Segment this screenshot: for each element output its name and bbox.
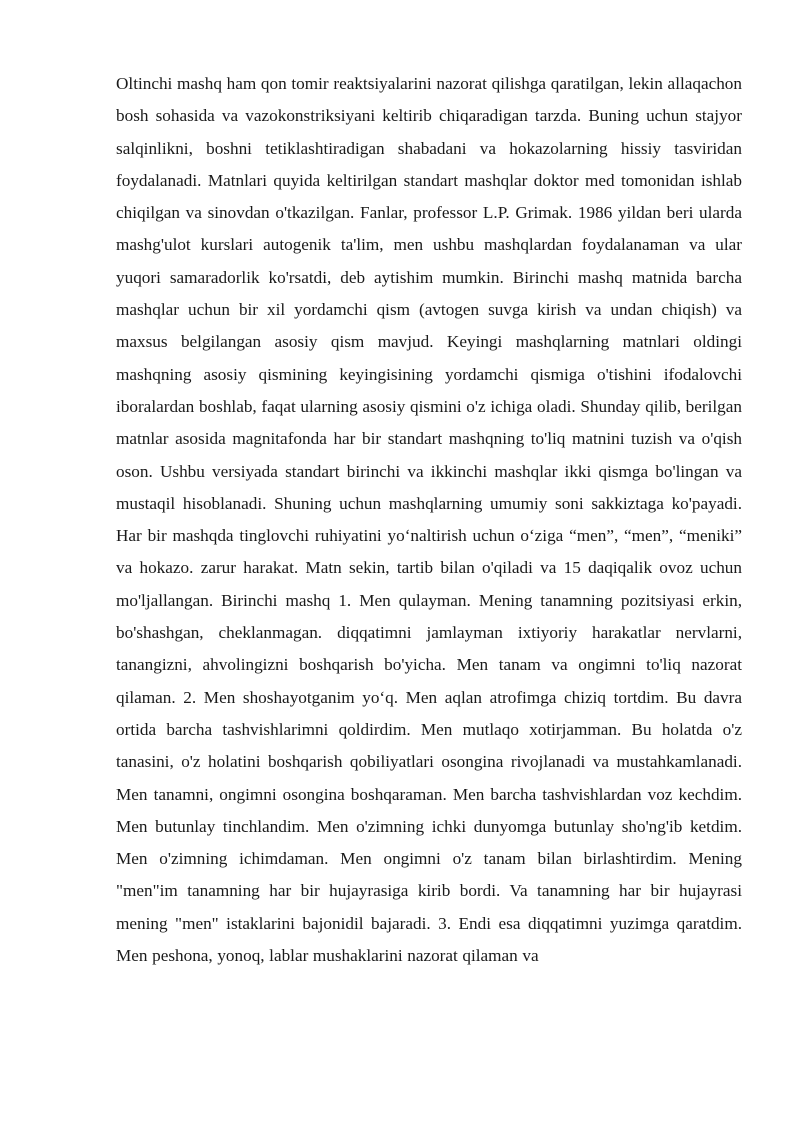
body-paragraph: Oltinchi mashq ham qon tomir reaktsiyalarini nazorat qilishga qaratilgan, lekin allaqachon bosh sohasida va vazokonstriksiyani keltirib chiqaradigan tarzda. Buning uchun stajyor salqinlikni, boshni tetiklashtiradigan shabadani va hokazolarning hissiy tasviridan foydalanadi. Matnlari quyida keltirilgan standart mashqlar doktor med tomonidan ishlab chiqilgan va sinovdan o'tkazilgan. Fanlar, professor L.P. Grimak. 1986 yildan beri ularda mashg'ulot kurslari autogenik ta'lim, men ushbu mashqlardan foydalanaman va ular yuqori samaradorlik ko'rsatdi, deb aytishim mumkin. Birinchi mashq matnida barcha mashqlar uchun bir xil yordamchi qism (avtogen suvga kirish va undan chiqish) va maxsus belgilangan asosiy qism mavjud. Keyingi mashqlarning matnlari oldingi mashqning asosiy qismining keyingisining yordamchi qismiga o'tishini ifodalovchi iboralardan boshlab, faqat ularning asosiy qismini o'z ichiga oladi. Shunday qilib, berilgan matnlar asosida magnitafonda har bir standart mashqning to'liq matnini tuzish va o'qish oson. Ushbu versiyada standart birinchi va ikkinchi mashqlar ikki qismga bo'lingan va mustaqil hisoblanadi. Shuning uchun mashqlarning umumiy soni sakkiztaga ko'payadi. Har bir mashqda tinglovchi ruhiyatini yo‘naltirish uchun o‘ziga “men”, “men”, “meniki” va hokazo. zarur harakat. Matn sekin, tartib bilan o'qiladi va 15 daqiqalik ovoz uchun mo'ljallangan. Birinchi mashq 1. Men qulayman. Mening tanamning pozitsiyasi erkin, bo'shashgan, cheklanmagan. diqqatimni jamlayman ixtiyoriy harakatlar nervlarni, tanangizni, ahvolingizni boshqarish bo'yicha. Men tanam va ongimni to'liq nazorat qilaman. 2. Men shoshayotganim yo‘q. Men aqlan atrofimga chiziq tortdim. Bu davra ortida barcha tashvishlarimni qoldirdim. Men mutlaqo xotirjamman. Bu holatda o'z tanasini, o'z holatini boshqarish qobiliyatlari osongina rivojlanadi va mustahkamlanadi. Men tanamni, ongimni osongina boshqaraman. Men barcha tashvishlardan voz kechdim. Men butunlay tinchlandim. Men o'zimning ichki dunyomga butunlay sho'ng'ib ketdim. Men o'zimning ichimdaman. Men ongimni o'z tanam bilan birlashtirdim. Mening "men"im tanamning har bir hujayrasiga kirib bordi. Va tanamning har bir hujayrasi mening "men" istaklarini bajonidil bajaradi. 3. Endi esa diqqatimni yuzimga qaratdim. Men peshona, yonoq, lablar mushaklarini nazorat qilaman va xyxy=(116,74,742,966)
